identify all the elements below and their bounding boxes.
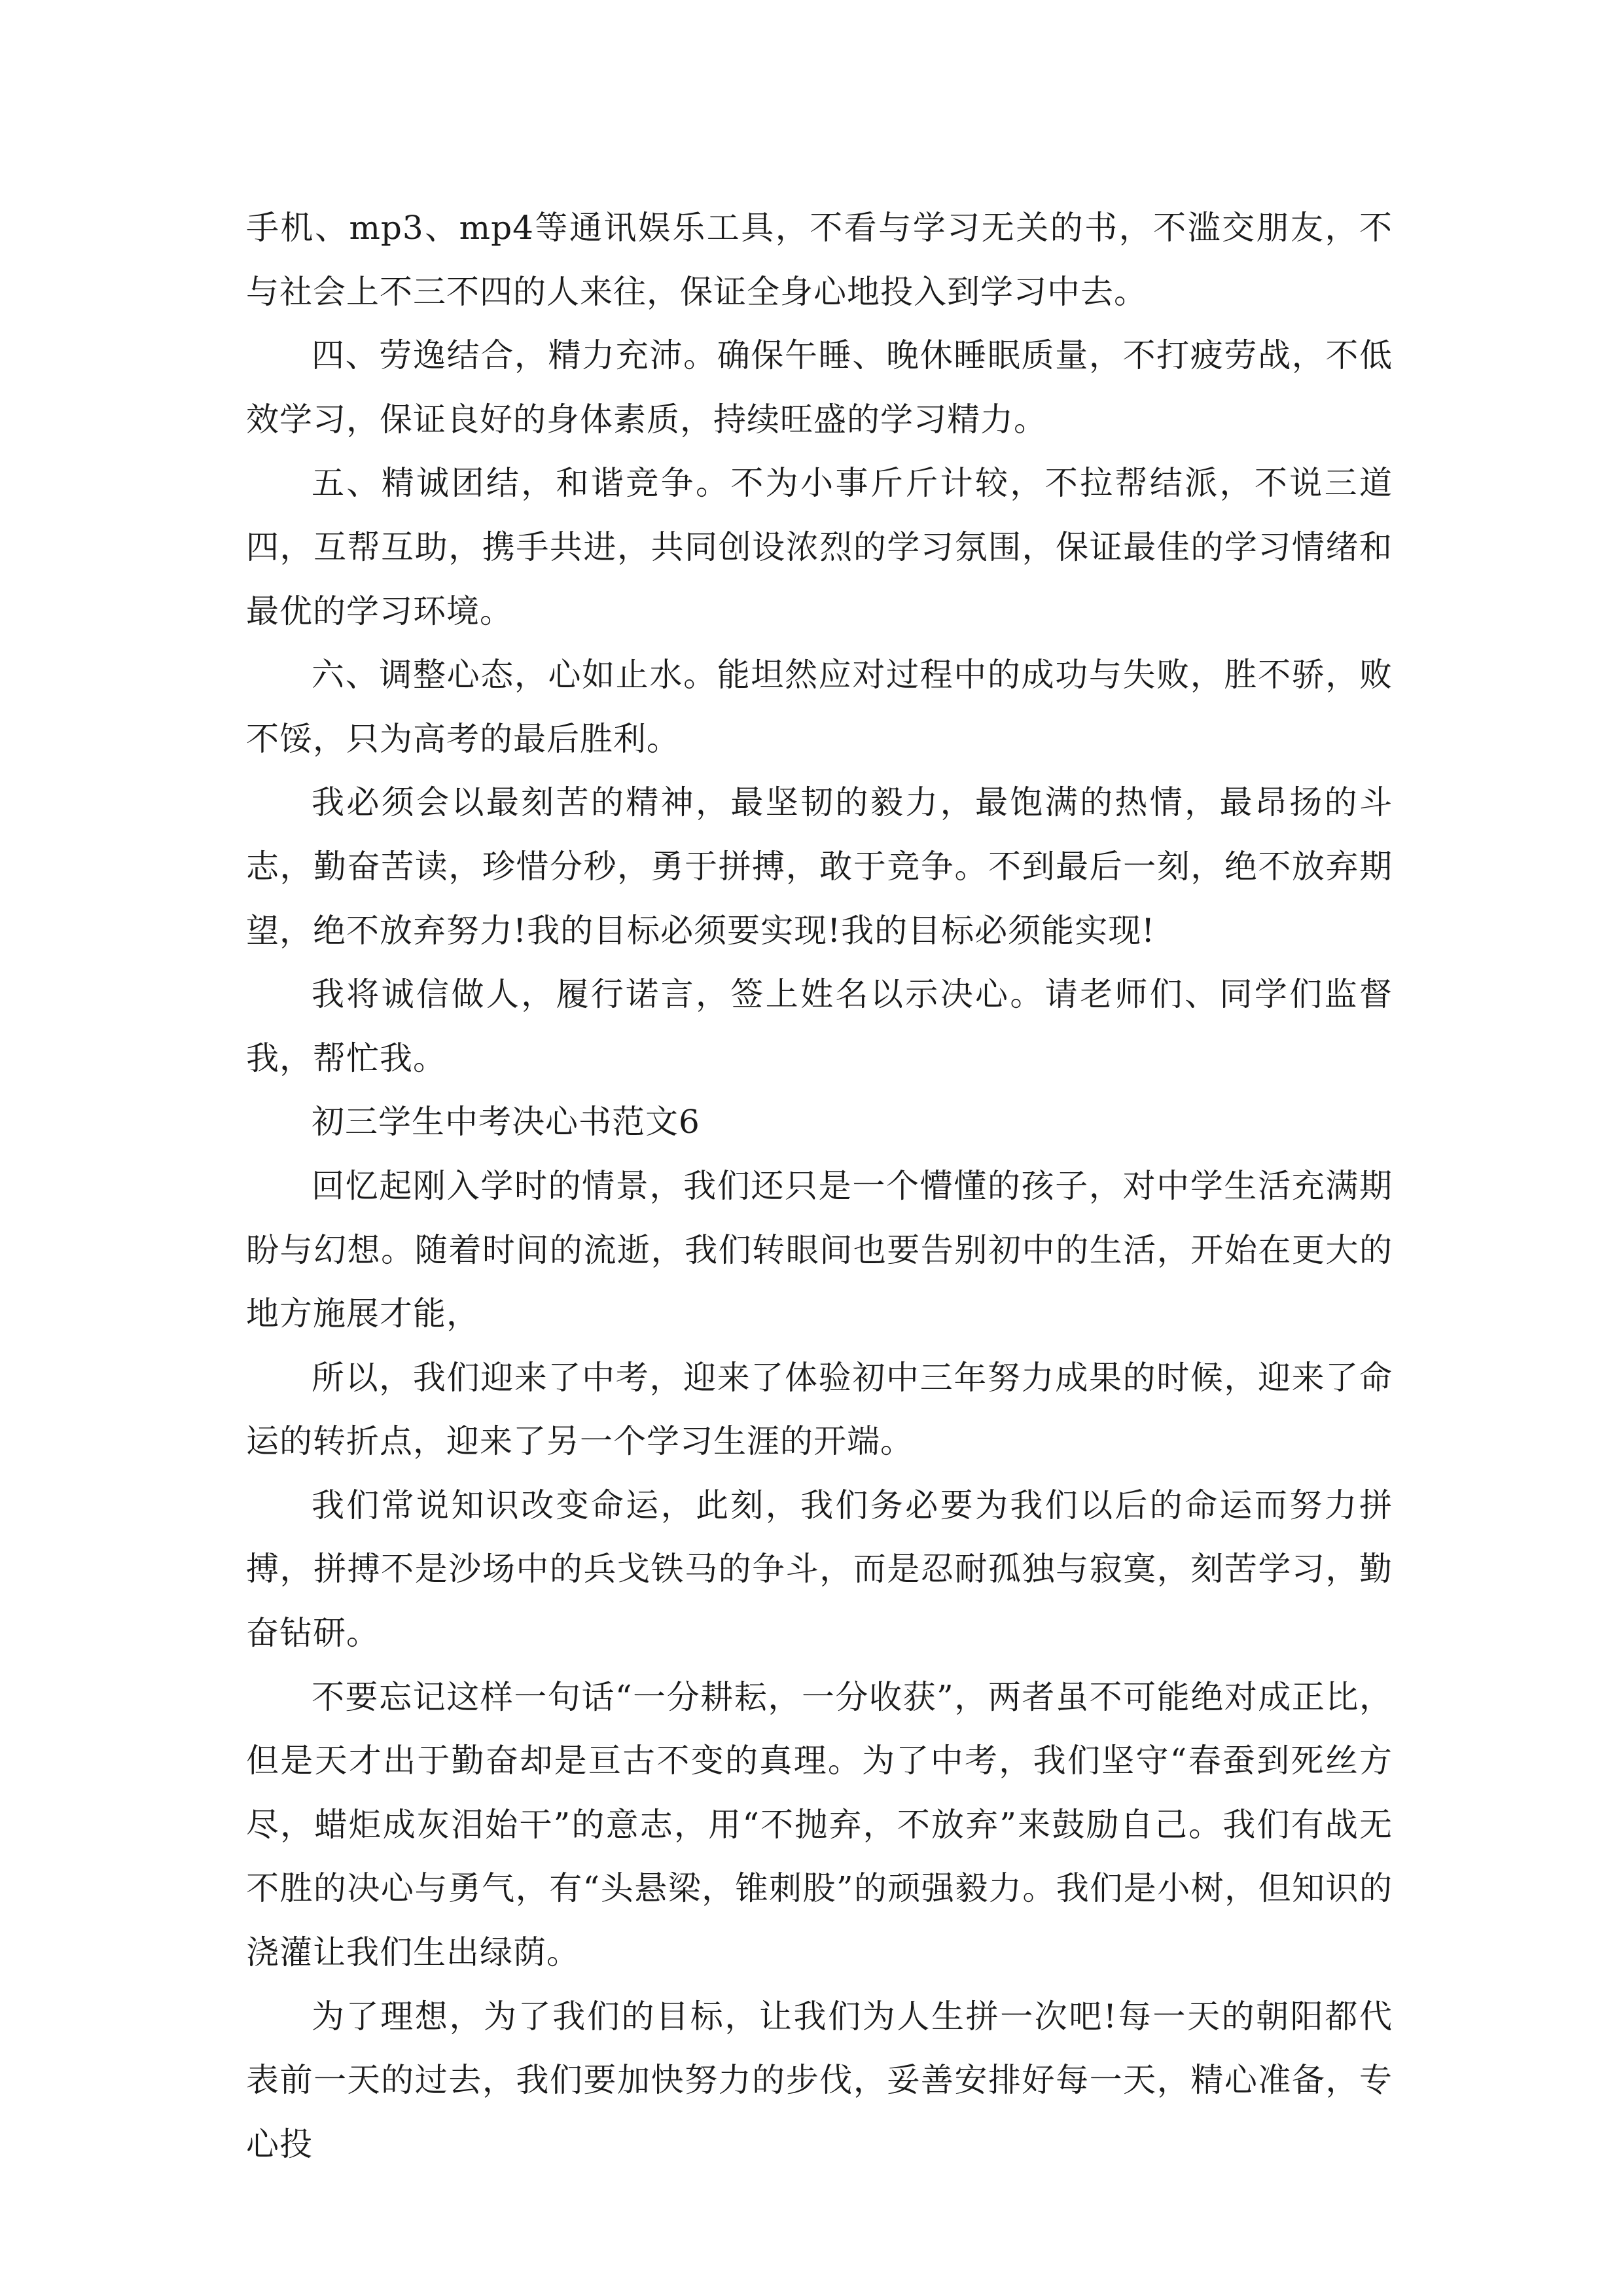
paragraph: 手机、mp3、mp4等通讯娱乐工具，不看与学习无关的书，不滥交朋友，不与社会上不三不四的人来往，保证全身心地投入到学习中去。 bbox=[246, 209, 1393, 311]
paragraph: 四、劳逸结合，精力充沛。确保午睡、晚休睡眠质量，不打疲劳战，不低效学习，保证良好的身体素质，持续旺盛的学习精力。 bbox=[246, 336, 1393, 439]
paragraph: 回忆起刚入学时的情景，我们还只是一个懵懂的孩子，对中学生活充满期盼与幻想。随着时间的流逝，我们转眼间也要告别初中的生活，开始在更大的地方施展才能， bbox=[246, 1166, 1393, 1333]
section-heading: 初三学生中考决心书范文6 bbox=[312, 1103, 700, 1141]
paragraph: 为了理想，为了我们的目标，让我们为人生拼一次吧!每一天的朝阳都代表前一天的过去，我们要加快努力的步伐，妥善安排好每一天，精心准备，专心投 bbox=[246, 1997, 1393, 2163]
paragraph: 不要忘记这样一句话“一分耕耘，一分收获”，两者虽不可能绝对成正比，但是天才出于勤奋却是亘古不变的真理。为了中考，我们坚守“春蚕到死丝方尽，蜡炬成灰泪始干”的意志，用“不抛弃，不放弃”来鼓励自己。我们有战无不胜的决心与勇气，有“头悬梁，锥刺股”的顽强毅力。我们是小树，但知识的浇灌让我们生出绿荫。 bbox=[246, 1677, 1393, 1972]
paragraph: 我必须会以最刻苦的精神，最坚韧的毅力，最饱满的热情，最昂扬的斗志，勤奋苦读，珍惜分秒，勇于拼搏，敢于竞争。不到最后一刻，绝不放弃期望，绝不放弃努力!我的目标必须要实现!我的目标必须能实现! bbox=[246, 783, 1393, 950]
document-body bbox=[246, 196, 1393, 2176]
paragraph: 我将诚信做人，履行诺言，签上姓名以示决心。请老师们、同学们监督我，帮忙我。 bbox=[246, 975, 1393, 1077]
paragraph: 所以，我们迎来了中考，迎来了体验初中三年努力成果的时候，迎来了命运的转折点，迎来了另一个学习生涯的开端。 bbox=[246, 1358, 1393, 1461]
paragraph: 五、精诚团结，和谐竞争。不为小事斤斤计较，不拉帮结派，不说三道四，互帮互助，携手共进，共同创设浓烈的学习氛围，保证最佳的学习情绪和最优的学习环境。 bbox=[246, 464, 1393, 630]
paragraph: 六、调整心态，心如止水。能坦然应对过程中的成功与失败，胜不骄，败不馁，只为高考的最后胜利。 bbox=[246, 656, 1393, 758]
paragraph: 我们常说知识改变命运，此刻，我们务必要为我们以后的命运而努力拼搏，拼搏不是沙场中的兵戈铁马的争斗，而是忍耐孤独与寂寞，刻苦学习，勤奋钻研。 bbox=[246, 1486, 1393, 1653]
